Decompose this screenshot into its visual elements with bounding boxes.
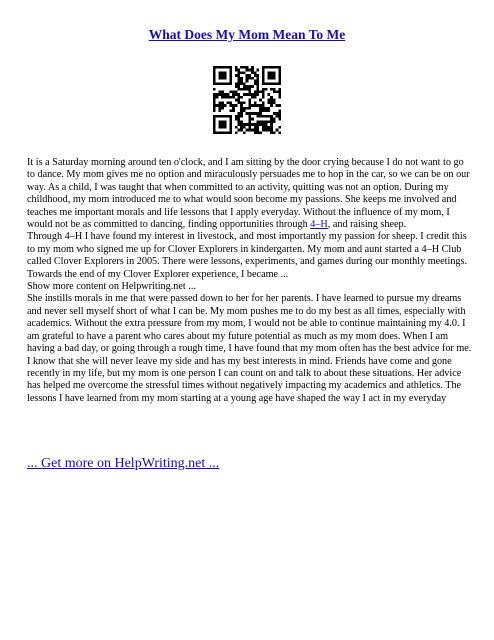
paragraph-2: Through 4–H I have found my interest in livestock, and most importantly my passion for sheep. I credit this to my mom who signed me up for Clover Explorers in kindergarten. My mom and aunt started a 4–H Club called Clover Explorers in 2005. There were lessons, experiments, and games during our monthly meetings. Towards the end of my Clover Explorer experience, I became ... <box>27 231 468 280</box>
paragraph-1-text-a: It is a Saturday morning around ten o'clock, and I am sitting by the door crying because I do not want to go to dance. My mom gives me no option and miraculously persuades me to hop in the car, so we can be on our way. As a child, I was taught that when committed to an activity, quitting was not an option. During my childhood, my mom introduced me to what would soon become my passions. She keeps me involved and teaches me important morals and life lessons that I apply everyday. Without the influence of my mom, I would not be as committed to dancing, finding opportunities through <box>27 157 470 231</box>
inline-link-4h[interactable]: 4–H <box>310 219 328 231</box>
title-link[interactable]: What Does My Mom Mean To Me <box>148 27 346 42</box>
get-more <box>27 456 219 472</box>
paragraph-1 <box>27 157 473 231</box>
paragraph-1-text-b: , and raising sheep. <box>327 219 407 231</box>
page-title <box>0 27 494 43</box>
get-more-link[interactable]: ... Get more on HelpWriting.net ... <box>27 456 220 471</box>
article-body <box>27 157 473 405</box>
show-more-text: Show more content on Helpwriting.net ... <box>27 281 196 293</box>
qr-code-icon <box>213 66 281 134</box>
paragraph-3: She instills morals in me that were passed down to her for her parents. I have learned to pursue my dreams and never sell myself short of what I can be. My mom pushes me to do my best as all times, especially with academics. Without the extra pressure from my mom, I would not be able to continue maintaining my 4.0. I am grateful to have a parent who cares about my future potential as much as my mom does. When I am having a bad day, or going through a rough time, I have found that my mom often has the best advice for me. I know that she will never leave my side and has my best interests in mind. Friends have come and gone recently in my life, but my mom is one person I can count on and talk to about these situations. Her advice has helped me overcome the stressful times without negatively impacting my academics and athletics. The lessons I have learned from my mom starting at a young age have shaped the way I act in my everyday <box>27 293 472 404</box>
